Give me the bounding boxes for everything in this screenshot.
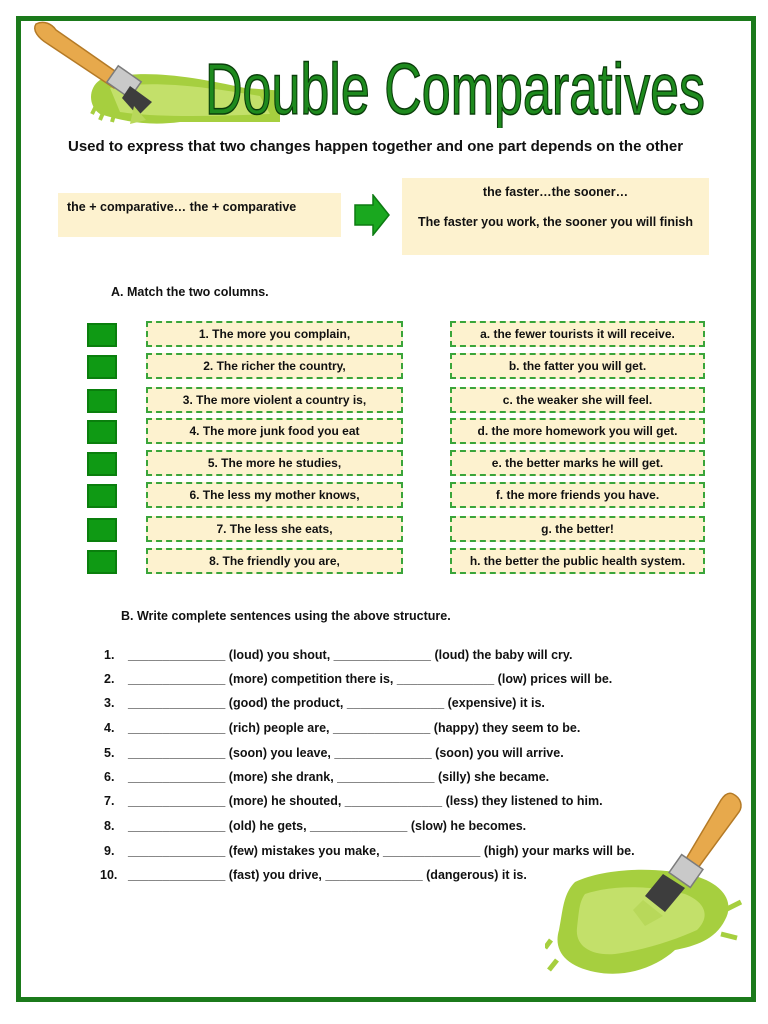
answer-box[interactable]	[87, 389, 117, 413]
match-right-item: e. the better marks he will get.	[450, 450, 705, 476]
exercise-text: ______________ (rich) people are, ______________ (happy) they seem to be.	[128, 721, 581, 735]
exercise-number: 6.	[104, 770, 115, 784]
exercise-number: 5.	[104, 746, 115, 760]
match-right-item: b. the fatter you will get.	[450, 353, 705, 379]
paintbrush-icon	[545, 790, 745, 980]
example-sentence: The faster you work, the sooner you will finish	[417, 215, 694, 229]
answer-box[interactable]	[87, 518, 117, 542]
exercise-text: ______________ (few) mistakes you make, ______________ (high) your marks will be.	[128, 844, 635, 858]
svg-text:Double Comparatives: Double Comparatives	[205, 50, 705, 128]
match-left-item: 1. The more you complain,	[146, 321, 403, 347]
match-right-item: c. the weaker she will feel.	[450, 387, 705, 413]
answer-box[interactable]	[87, 484, 117, 508]
exercise-text: ______________ (soon) you leave, ______________ (soon) you will arrive.	[128, 746, 564, 760]
match-left-item: 7. The less she eats,	[146, 516, 403, 542]
exercise-text: ______________ (more) she drank, ______________ (silly) she became.	[128, 770, 550, 784]
match-left-item: 5. The more he studies,	[146, 450, 403, 476]
right-arrow-icon	[354, 194, 390, 236]
page-title	[200, 38, 710, 128]
section-a-heading: A. Match the two columns.	[111, 285, 269, 299]
exercise-number: 3.	[104, 696, 115, 710]
answer-box[interactable]	[87, 550, 117, 574]
match-left-item: 6. The less my mother knows,	[146, 482, 403, 508]
subtitle: Used to express that two changes happen together and one part depends on the other	[68, 138, 684, 155]
exercise-text: ______________ (more) competition there is, ______________ (low) prices will be.	[128, 672, 613, 686]
match-right-item: a. the fewer tourists it will receive.	[450, 321, 705, 347]
structure-example-box	[402, 178, 709, 255]
match-left-item: 2. The richer the country,	[146, 353, 403, 379]
exercise-number: 1.	[104, 648, 115, 662]
match-right-item: g. the better!	[450, 516, 705, 542]
exercise-text: ______________ (good) the product, ______________ (expensive) it is.	[128, 696, 545, 710]
match-left-item: 3. The more violent a country is,	[146, 387, 403, 413]
answer-box[interactable]	[87, 420, 117, 444]
match-right-item: d. the more homework you will get.	[450, 418, 705, 444]
exercise-number: 7.	[104, 794, 115, 808]
match-right-item: f. the more friends you have.	[450, 482, 705, 508]
answer-box[interactable]	[87, 355, 117, 379]
exercise-text: ______________ (loud) you shout, ______________ (loud) the baby will cry.	[128, 648, 573, 662]
exercise-text: ______________ (old) he gets, ______________ (slow) he becomes.	[128, 819, 527, 833]
match-left-item: 8. The friendly you are,	[146, 548, 403, 574]
exercise-number: 4.	[104, 721, 115, 735]
structure-formula-box	[58, 193, 341, 237]
match-right-item: h. the better the public health system.	[450, 548, 705, 574]
section-b-heading: B. Write complete sentences using the above structure.	[121, 609, 451, 623]
answer-box[interactable]	[87, 323, 117, 347]
example-short: the faster…the sooner…	[482, 185, 629, 199]
answer-box[interactable]	[87, 452, 117, 476]
exercise-text: ______________ (more) he shouted, ______________ (less) they listened to him.	[128, 794, 603, 808]
exercise-number: 10.	[100, 868, 118, 882]
exercise-number: 8.	[104, 819, 115, 833]
exercise-number: 9.	[104, 844, 115, 858]
match-left-item: 4. The more junk food you eat	[146, 418, 403, 444]
exercise-number: 2.	[104, 672, 115, 686]
structure-formula: the + comparative… the + comparative	[67, 200, 297, 214]
exercise-text: ______________ (fast) you drive, ______________ (dangerous) it is.	[128, 868, 527, 882]
